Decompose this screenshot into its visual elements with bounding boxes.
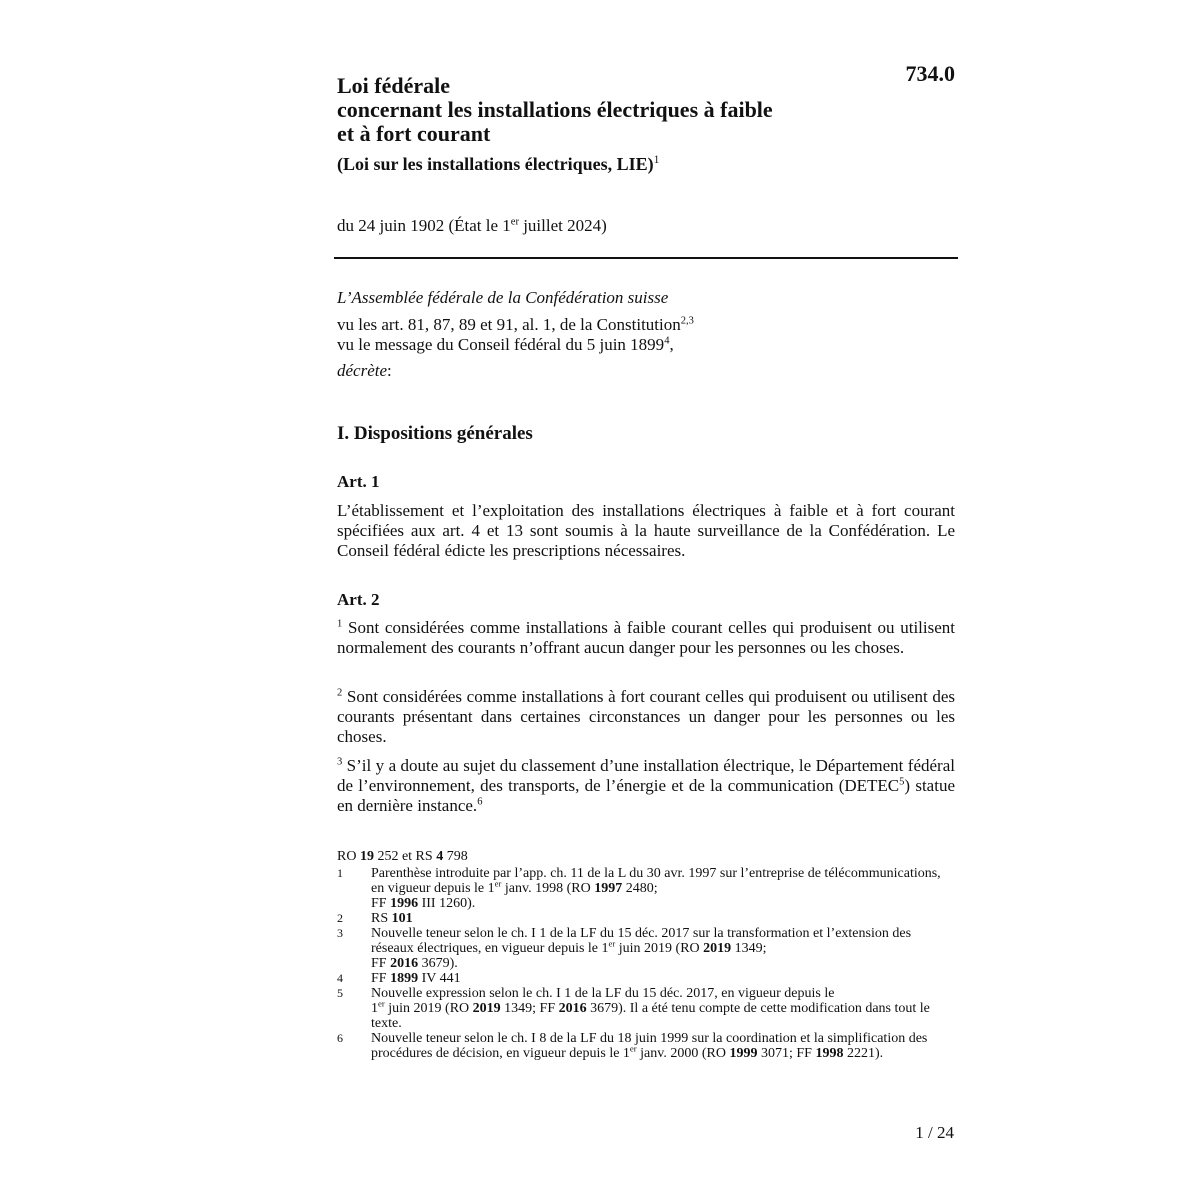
footnote-text [371, 866, 955, 911]
subtitle-text: (Loi sur les installations électriques, LIE) [337, 154, 654, 174]
footnote-text-part: 3679). Il a été tenu compte de cette modification dans tout le texte. [371, 1001, 930, 1031]
footnote-text-part: 1899 [390, 971, 419, 986]
basis-text: vu le message du Conseil fédéral du 5 juin 1899 [337, 335, 665, 354]
basis-text: vu les art. 81, 87, 89 et 91, al. 1, de la Constitution [337, 315, 681, 334]
date-ordinal: er [510, 216, 519, 228]
paragraph-text: Sont considérées comme installations à fort courant celles qui produisent ou utilisent des courants présentant dans certaines circonstances un danger pour les personnes ou les choses. [337, 687, 955, 746]
footnote-ref[interactable]: 1 [653, 154, 660, 166]
footnote-text-part: 1349; [731, 941, 767, 956]
preamble-decree [337, 361, 694, 381]
paragraph-number: 2 [337, 687, 343, 699]
footnote-text-part: 1996 [390, 896, 419, 911]
preamble [337, 288, 694, 381]
footnote-list [337, 866, 955, 1061]
article-2-paragraph-2 [337, 687, 955, 747]
footnote-text [371, 926, 955, 971]
footnote-ref[interactable]: 2,3 [680, 315, 694, 327]
paragraph-number: 1 [337, 618, 343, 630]
article-1-paragraph: L’établissement et l’exploitation des installations électriques à faible et à fort courant spécifiées aux art. 4 et 13 sont soumis à la haute surveillance de la Confédération. Le Conseil fédéral édicte les prescriptions nécessaires. [337, 501, 955, 560]
footnote-text-part: juin 2019 (RO [384, 1001, 473, 1016]
footnote-text-part: III 1260). [418, 896, 476, 911]
footnote-text-part: 2019 [472, 1001, 501, 1016]
article-2-paragraph-3 [337, 756, 955, 816]
footnote-item [337, 866, 955, 911]
footnote-text-part: er [608, 938, 616, 949]
paragraph-number: 3 [337, 756, 343, 768]
footnote-text-part: 3071; FF [757, 1046, 816, 1061]
article-2-heading: Art. 2 [337, 590, 380, 609]
ro-text: 798 [443, 849, 468, 864]
footnote-text [371, 1031, 955, 1061]
date-text-end: juillet 2024) [518, 216, 607, 235]
rs-volume: 4 [436, 849, 444, 864]
footnote-text-part: janv. 2000 (RO [636, 1046, 730, 1061]
document-title [337, 74, 857, 146]
footnote-item [337, 986, 955, 1031]
title-line: Loi fédérale [337, 73, 451, 98]
footnote-item [337, 926, 955, 971]
footnote-ref[interactable]: 4 [664, 335, 670, 347]
ro-volume: 19 [359, 849, 374, 864]
footnote-text-part: 3679). [418, 956, 458, 971]
footnote-source-reference [337, 849, 955, 864]
preamble-basis-constitution [337, 315, 694, 335]
footnote-text-part: 2016 [558, 1001, 587, 1016]
paragraph-text-end: ) statue en dernière instance. [337, 776, 955, 815]
footnote-item [337, 911, 955, 926]
title-line: concernant les installations électriques à faible [337, 97, 773, 122]
footnote-text-part: 2480; [622, 881, 658, 896]
footnote-text-part: juin 2019 (RO [615, 941, 704, 956]
footnote-text-part: er [378, 998, 385, 1009]
footnote-text-part: er [629, 1043, 637, 1054]
article-2-paragraph-1 [337, 618, 955, 658]
footnote-text-part: janv. 1998 (RO [501, 881, 595, 896]
footnote-ref[interactable]: 5 [899, 776, 905, 788]
preamble-authority: L’Assemblée fédérale de la Confédération suisse [337, 288, 669, 307]
footnote-text-part: Nouvelle expression selon le ch. I 1 de la LF du 15 déc. 2017, en vigueur depuis le [371, 986, 835, 1001]
decree-word: décrète [337, 361, 388, 380]
footnote-text-part: 1349; FF [500, 1001, 559, 1016]
footnote-text-part: 1999 [729, 1046, 758, 1061]
basis-punct: , [669, 335, 674, 354]
footnote-number: 6 [337, 1031, 343, 1045]
header-divider [334, 257, 958, 259]
footnote-text-part: 2221). [843, 1046, 884, 1061]
article-1-heading: Art. 1 [337, 472, 380, 491]
date-text: du 24 juin 1902 (État le 1 [337, 216, 511, 235]
paragraph-text: S’il y a doute au sujet du classement d’une installation électrique, le Département fédéral de l’environnement, des transports, de l’énergie et de la communication (DETEC [337, 756, 955, 795]
footnote-text-part: Parenthèse introduite par l’app. ch. 11 de la L du 30 avr. 1997 sur l’entreprise de télécommunications, en vigueur depuis le 1 [371, 866, 941, 896]
ro-text: RO [337, 849, 360, 864]
footnote-text [371, 986, 955, 1031]
footnote-text-part: 1997 [594, 881, 623, 896]
paragraph-text: Sont considérées comme installations à faible courant celles qui produisent ou utilisent normalement des courants n’offrant aucun danger pour les personnes ou les choses. [337, 618, 955, 657]
page-number: 1 / 24 [915, 1123, 954, 1142]
footnote-text-part: IV 441 [418, 971, 461, 986]
chapter-heading: I. Dispositions générales [337, 423, 533, 444]
footnote-text-part: 2019 [703, 941, 732, 956]
footnote-text-part: FF [371, 971, 391, 986]
footnote-number: 4 [337, 971, 343, 985]
document-subtitle [337, 154, 659, 175]
footnote-item [337, 971, 955, 986]
footnote-number: 5 [337, 986, 343, 1000]
footnote-text [371, 971, 955, 986]
footnote-text-part: 1998 [815, 1046, 844, 1061]
footnote-item [337, 1031, 955, 1061]
document-date [337, 216, 607, 236]
document-number: 734.0 [905, 61, 955, 86]
footnote-text [371, 911, 955, 926]
footnote-ref[interactable]: 6 [477, 796, 483, 808]
footnote-text-part: RS [371, 911, 392, 926]
footnote-text-part: FF [371, 896, 391, 911]
footnote-number: 3 [337, 926, 343, 940]
footnote-text-part: 101 [391, 911, 413, 926]
footnote-text-part: FF [371, 956, 391, 971]
footnote-text-part: Nouvelle teneur selon le ch. I 8 de la LF du 18 juin 1999 sur la coordination et la simplification des procédures de décision, en vigueur depuis le 1 [371, 1031, 928, 1061]
footnote-text-part: 1 [371, 1001, 378, 1016]
preamble-basis-message [337, 335, 694, 355]
ro-text: 252 et RS [373, 849, 437, 864]
decree-punct: : [387, 361, 392, 380]
footnote-text-part: Nouvelle teneur selon le ch. I 1 de la LF du 15 déc. 2017 sur la transformation et l’extension des réseaux électriques, en vigueur depuis le 1 [371, 926, 912, 956]
footnote-text-part: 2016 [390, 956, 419, 971]
footnote-number: 2 [337, 911, 343, 925]
footnotes [337, 849, 955, 1061]
footnote-number: 1 [337, 866, 343, 880]
title-line: et à fort courant [337, 121, 491, 146]
footnote-text-part: er [494, 878, 502, 889]
